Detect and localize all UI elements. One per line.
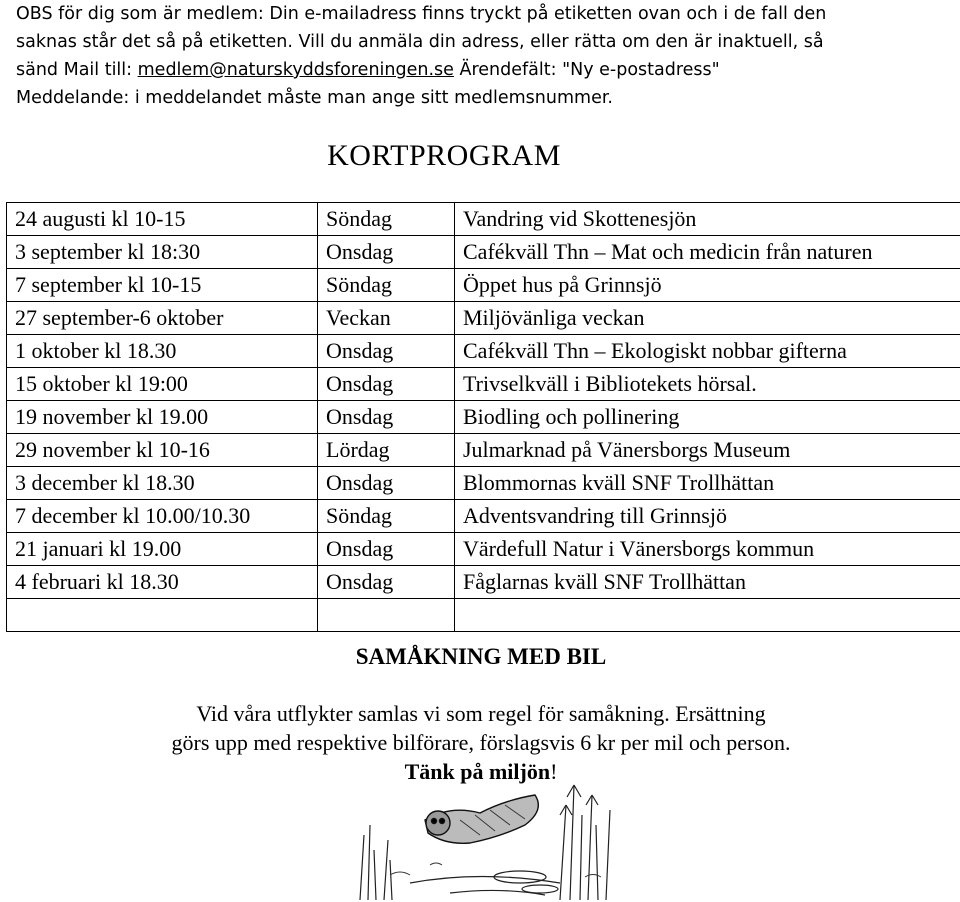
cell-date: 21 januari kl 19.00	[7, 533, 318, 566]
cell-date: 19 november kl 19.00	[7, 401, 318, 434]
cell-date: 29 november kl 10-16	[7, 434, 318, 467]
cell-event: Cafékväll Thn – Ekologiskt nobbar gifterna	[455, 335, 960, 368]
cell-event: Miljövänliga veckan	[455, 302, 960, 335]
email-link[interactable]: medlem@naturskyddsforeningen.se	[137, 60, 454, 80]
cell-event: Fåglarnas kväll SNF Trollhättan	[455, 566, 960, 599]
cell-day: Onsdag	[318, 335, 455, 368]
cell-date: 24 augusti kl 10-15	[7, 203, 318, 236]
notice-line: saknas står det så på etiketten. Vill du anmäla din adress, eller rätta om den är inaktuell, så	[16, 32, 824, 52]
program-table	[6, 202, 960, 632]
slogan-text: Tänk på miljön	[404, 759, 551, 784]
table-row	[7, 434, 960, 467]
carpool-title: SAMÅKNING MED BIL	[355, 644, 607, 669]
table-row	[7, 401, 960, 434]
table-row	[7, 335, 960, 368]
cell-date: 7 december kl 10.00/10.30	[7, 500, 318, 533]
table-row	[7, 467, 960, 500]
owl-illustration	[330, 765, 630, 902]
cell-day	[318, 599, 455, 632]
notice-text: sänd Mail till:	[16, 60, 138, 80]
member-notice	[16, 0, 946, 112]
cell-event: Vandring vid Skottenesjön	[455, 203, 960, 236]
carpool-line: Vid våra utflykter samlas vi som regel för samåkning. Ersättning	[196, 701, 766, 726]
cell-day: Veckan	[318, 302, 455, 335]
cell-event: Biodling och pollinering	[455, 401, 960, 434]
cell-day: Onsdag	[318, 236, 455, 269]
notice-line: OBS för dig som är medlem: Din e-mailadress finns tryckt på etiketten ovan och i de fall den	[16, 4, 827, 24]
cell-date: 3 september kl 18:30	[7, 236, 318, 269]
cell-event: Julmarknad på Vänersborgs Museum	[455, 434, 960, 467]
cell-date: 1 oktober kl 18.30	[7, 335, 318, 368]
cell-day: Onsdag	[318, 401, 455, 434]
cell-event: Värdefull Natur i Vänersborgs kommun	[455, 533, 960, 566]
cell-event: Öppet hus på Grinnsjö	[455, 269, 960, 302]
notice-text: Ärendefält: "Ny e-postadress"	[453, 60, 720, 80]
table-row	[7, 500, 960, 533]
table-row	[7, 302, 960, 335]
program-title: KORTPROGRAM	[327, 139, 561, 172]
slogan-end: !	[550, 759, 558, 784]
cell-day: Onsdag	[318, 368, 455, 401]
notice-line: Meddelande: i meddelandet måste man ange sitt medlemsnummer.	[16, 88, 613, 108]
cell-event: Cafékväll Thn – Mat och medicin från naturen	[455, 236, 960, 269]
table-row	[7, 269, 960, 302]
table-row	[7, 599, 960, 632]
cell-day: Onsdag	[318, 467, 455, 500]
cell-event: Trivselkväll i Bibliotekets hörsal.	[455, 368, 960, 401]
table-row	[7, 236, 960, 269]
cell-date: 7 september kl 10-15	[7, 269, 318, 302]
table-row	[7, 368, 960, 401]
cell-day: Onsdag	[318, 566, 455, 599]
cell-date: 27 september-6 oktober	[7, 302, 318, 335]
cell-day: Söndag	[318, 269, 455, 302]
cell-date: 4 februari kl 18.30	[7, 566, 318, 599]
cell-event: Adventsvandring till Grinnsjö	[455, 500, 960, 533]
cell-event: Blommornas kväll SNF Trollhättan	[455, 467, 960, 500]
table-row	[7, 533, 960, 566]
cell-day: Söndag	[318, 203, 455, 236]
table-row	[7, 203, 960, 236]
table-row	[7, 566, 960, 599]
cell-date: 15 oktober kl 19:00	[7, 368, 318, 401]
cell-day: Onsdag	[318, 533, 455, 566]
notice-line	[16, 56, 946, 84]
cell-day: Söndag	[318, 500, 455, 533]
cell-date: 3 december kl 18.30	[7, 467, 318, 500]
carpool-line: görs upp med respektive bilförare, förslagsvis 6 kr per mil och person.	[171, 730, 791, 755]
cell-date	[7, 599, 318, 632]
cell-event	[455, 599, 960, 632]
cell-day: Lördag	[318, 434, 455, 467]
